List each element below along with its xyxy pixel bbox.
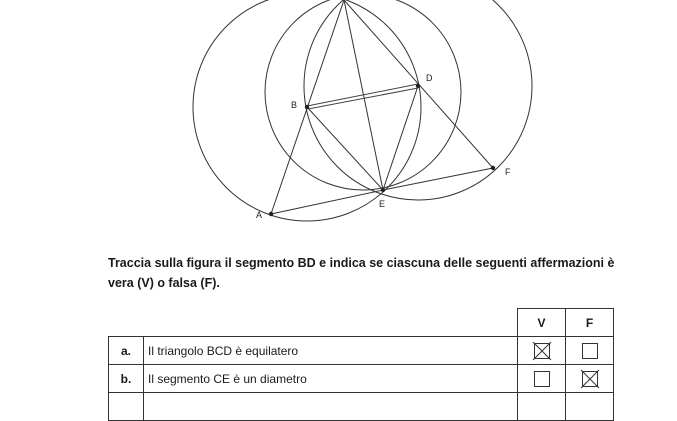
segment-ae bbox=[271, 190, 386, 214]
row-letter: b. bbox=[109, 365, 144, 393]
column-header-true: V bbox=[518, 309, 566, 337]
column-header-false: F bbox=[566, 309, 614, 337]
table-row-partial bbox=[109, 393, 614, 421]
true-false-table bbox=[108, 308, 614, 421]
segment-ef bbox=[383, 168, 493, 190]
checkbox-a-false[interactable] bbox=[582, 343, 598, 359]
row-letter: a. bbox=[109, 337, 144, 365]
label-a: A bbox=[256, 210, 263, 220]
cross-mark-icon bbox=[532, 341, 552, 361]
point-a bbox=[269, 212, 273, 216]
instruction-text: Traccia sulla figura il segmento BD e indica se ciascuna delle seguenti affermazioni è vera (V) o falsa (F). bbox=[108, 256, 615, 290]
segment-bd bbox=[307, 84, 418, 106]
cross-mark-icon bbox=[580, 369, 600, 389]
point-f bbox=[491, 166, 495, 170]
checkbox-b-false[interactable] bbox=[582, 371, 598, 387]
table-header-row bbox=[109, 309, 614, 337]
row-statement: Il triangolo BCD è equilatero bbox=[144, 337, 518, 365]
table-row bbox=[109, 365, 614, 393]
point-b bbox=[305, 105, 309, 109]
segment-be bbox=[307, 107, 383, 190]
checkbox-a-true[interactable] bbox=[534, 343, 550, 359]
label-f: F bbox=[505, 167, 511, 177]
label-d: D bbox=[426, 73, 433, 83]
point-e bbox=[381, 188, 385, 192]
label-e: E bbox=[379, 199, 386, 209]
point-d bbox=[416, 84, 420, 88]
label-b: B bbox=[291, 100, 298, 110]
checkbox-b-true[interactable] bbox=[534, 371, 550, 387]
table-row bbox=[109, 337, 614, 365]
segment-de bbox=[383, 86, 418, 190]
row-statement: Il segmento CE è un diametro bbox=[144, 365, 518, 393]
